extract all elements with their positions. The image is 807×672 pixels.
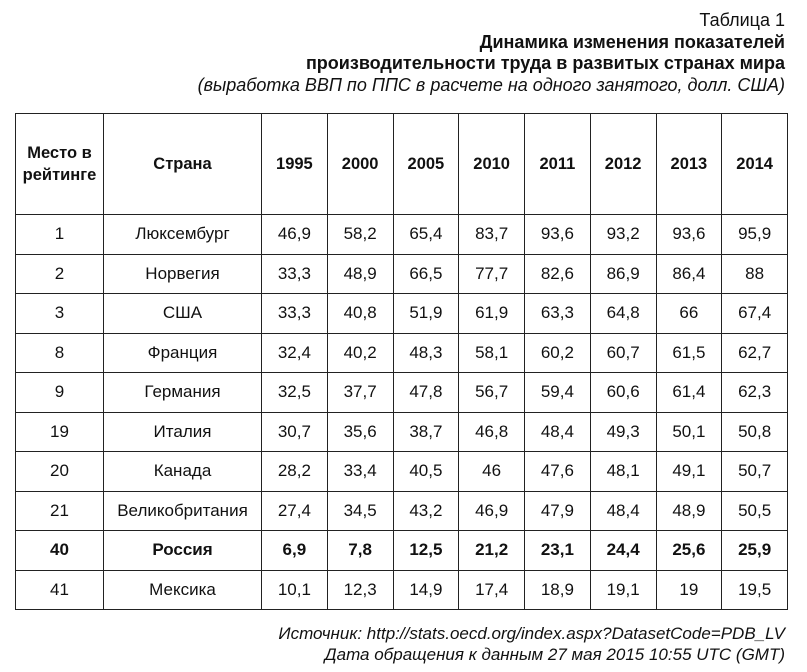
column-header-country: Страна <box>104 114 262 215</box>
access-date-note: Дата обращения к данным 27 мая 2015 10:55 UTC (GMT) <box>324 644 785 664</box>
value-cell: 61,5 <box>656 333 722 373</box>
value-cell: 33,3 <box>262 254 328 294</box>
table-row <box>16 294 788 334</box>
table-row <box>16 570 788 610</box>
value-cell: 50,8 <box>722 412 788 452</box>
value-cell: 37,7 <box>327 373 393 413</box>
value-cell: 21,2 <box>459 531 525 571</box>
value-cell: 30,7 <box>262 412 328 452</box>
value-cell: 88 <box>722 254 788 294</box>
value-cell: 34,5 <box>327 491 393 531</box>
table-row <box>16 254 788 294</box>
value-cell: 93,6 <box>525 215 591 255</box>
country-cell: Германия <box>104 373 262 413</box>
value-cell: 40,8 <box>327 294 393 334</box>
value-cell: 46,9 <box>262 215 328 255</box>
value-cell: 50,7 <box>722 452 788 492</box>
value-cell: 51,9 <box>393 294 459 334</box>
value-cell: 32,4 <box>262 333 328 373</box>
rank-cell: 19 <box>16 412 104 452</box>
value-cell: 43,2 <box>393 491 459 531</box>
table-header <box>25 10 785 96</box>
table-header-row <box>16 114 788 215</box>
value-cell: 47,8 <box>393 373 459 413</box>
column-header-year: 2010 <box>459 114 525 215</box>
country-cell: Италия <box>104 412 262 452</box>
value-cell: 58,1 <box>459 333 525 373</box>
value-cell: 46,9 <box>459 491 525 531</box>
value-cell: 66 <box>656 294 722 334</box>
value-cell: 77,7 <box>459 254 525 294</box>
value-cell: 95,9 <box>722 215 788 255</box>
table-row <box>16 452 788 492</box>
value-cell: 93,2 <box>590 215 656 255</box>
table-row <box>16 531 788 571</box>
column-header-year: 2012 <box>590 114 656 215</box>
table-footer <box>25 624 785 665</box>
value-cell: 6,9 <box>262 531 328 571</box>
value-cell: 46,8 <box>459 412 525 452</box>
table-row <box>16 215 788 255</box>
value-cell: 33,4 <box>327 452 393 492</box>
value-cell: 82,6 <box>525 254 591 294</box>
value-cell: 14,9 <box>393 570 459 610</box>
value-cell: 19 <box>656 570 722 610</box>
table-subtitle: (выработка ВВП по ППС в расчете на одного занятого, долл. США) <box>197 74 785 95</box>
value-cell: 62,3 <box>722 373 788 413</box>
country-cell: Люксембург <box>104 215 262 255</box>
value-cell: 48,3 <box>393 333 459 373</box>
value-cell: 10,1 <box>262 570 328 610</box>
value-cell: 33,3 <box>262 294 328 334</box>
value-cell: 50,5 <box>722 491 788 531</box>
value-cell: 63,3 <box>525 294 591 334</box>
country-cell: Мексика <box>104 570 262 610</box>
value-cell: 65,4 <box>393 215 459 255</box>
value-cell: 48,4 <box>590 491 656 531</box>
table-row <box>16 412 788 452</box>
country-cell: Франция <box>104 333 262 373</box>
value-cell: 49,3 <box>590 412 656 452</box>
value-cell: 48,4 <box>525 412 591 452</box>
value-cell: 58,2 <box>327 215 393 255</box>
value-cell: 48,9 <box>327 254 393 294</box>
rank-cell: 9 <box>16 373 104 413</box>
value-cell: 49,1 <box>656 452 722 492</box>
value-cell: 48,9 <box>656 491 722 531</box>
value-cell: 47,9 <box>525 491 591 531</box>
country-cell: США <box>104 294 262 334</box>
column-header-year: 1995 <box>262 114 328 215</box>
column-header-year: 2011 <box>525 114 591 215</box>
productivity-table <box>15 113 788 610</box>
column-header-year: 2000 <box>327 114 393 215</box>
value-cell: 61,4 <box>656 373 722 413</box>
value-cell: 12,5 <box>393 531 459 571</box>
table-row <box>16 491 788 531</box>
value-cell: 7,8 <box>327 531 393 571</box>
country-cell: Россия <box>104 531 262 571</box>
value-cell: 48,1 <box>590 452 656 492</box>
value-cell: 61,9 <box>459 294 525 334</box>
value-cell: 24,4 <box>590 531 656 571</box>
value-cell: 93,6 <box>656 215 722 255</box>
value-cell: 38,7 <box>393 412 459 452</box>
country-cell: Великобритания <box>104 491 262 531</box>
table-body <box>16 215 788 610</box>
value-cell: 18,9 <box>525 570 591 610</box>
value-cell: 66,5 <box>393 254 459 294</box>
table-title-line1: Динамика изменения показателей <box>479 31 785 52</box>
value-cell: 19,1 <box>590 570 656 610</box>
table-row <box>16 373 788 413</box>
table-number: Таблица 1 <box>699 10 785 30</box>
value-cell: 40,2 <box>327 333 393 373</box>
rank-cell: 40 <box>16 531 104 571</box>
rank-cell: 3 <box>16 294 104 334</box>
value-cell: 60,6 <box>590 373 656 413</box>
value-cell: 25,9 <box>722 531 788 571</box>
value-cell: 12,3 <box>327 570 393 610</box>
value-cell: 47,6 <box>525 452 591 492</box>
value-cell: 56,7 <box>459 373 525 413</box>
rank-cell: 2 <box>16 254 104 294</box>
value-cell: 86,9 <box>590 254 656 294</box>
value-cell: 50,1 <box>656 412 722 452</box>
value-cell: 35,6 <box>327 412 393 452</box>
value-cell: 62,7 <box>722 333 788 373</box>
value-cell: 27,4 <box>262 491 328 531</box>
value-cell: 19,5 <box>722 570 788 610</box>
rank-cell: 41 <box>16 570 104 610</box>
source-note: Источник: http://stats.oecd.org/index.aspx?DatasetCode=PDB_LV <box>278 624 785 643</box>
value-cell: 86,4 <box>656 254 722 294</box>
column-header-year: 2005 <box>393 114 459 215</box>
value-cell: 60,2 <box>525 333 591 373</box>
rank-cell: 1 <box>16 215 104 255</box>
value-cell: 59,4 <box>525 373 591 413</box>
table-title-line2: производительности труда в развитых странах мира <box>305 53 785 73</box>
column-header-year: 2014 <box>722 114 788 215</box>
rank-cell: 21 <box>16 491 104 531</box>
country-cell: Норвегия <box>104 254 262 294</box>
value-cell: 28,2 <box>262 452 328 492</box>
table-row <box>16 333 788 373</box>
country-cell: Канада <box>104 452 262 492</box>
value-cell: 67,4 <box>722 294 788 334</box>
value-cell: 17,4 <box>459 570 525 610</box>
value-cell: 40,5 <box>393 452 459 492</box>
column-header-year: 2013 <box>656 114 722 215</box>
value-cell: 32,5 <box>262 373 328 413</box>
rank-cell: 20 <box>16 452 104 492</box>
value-cell: 46 <box>459 452 525 492</box>
value-cell: 64,8 <box>590 294 656 334</box>
value-cell: 83,7 <box>459 215 525 255</box>
value-cell: 60,7 <box>590 333 656 373</box>
column-header-rank: Место в рейтинге <box>16 114 104 215</box>
value-cell: 25,6 <box>656 531 722 571</box>
value-cell: 23,1 <box>525 531 591 571</box>
rank-cell: 8 <box>16 333 104 373</box>
